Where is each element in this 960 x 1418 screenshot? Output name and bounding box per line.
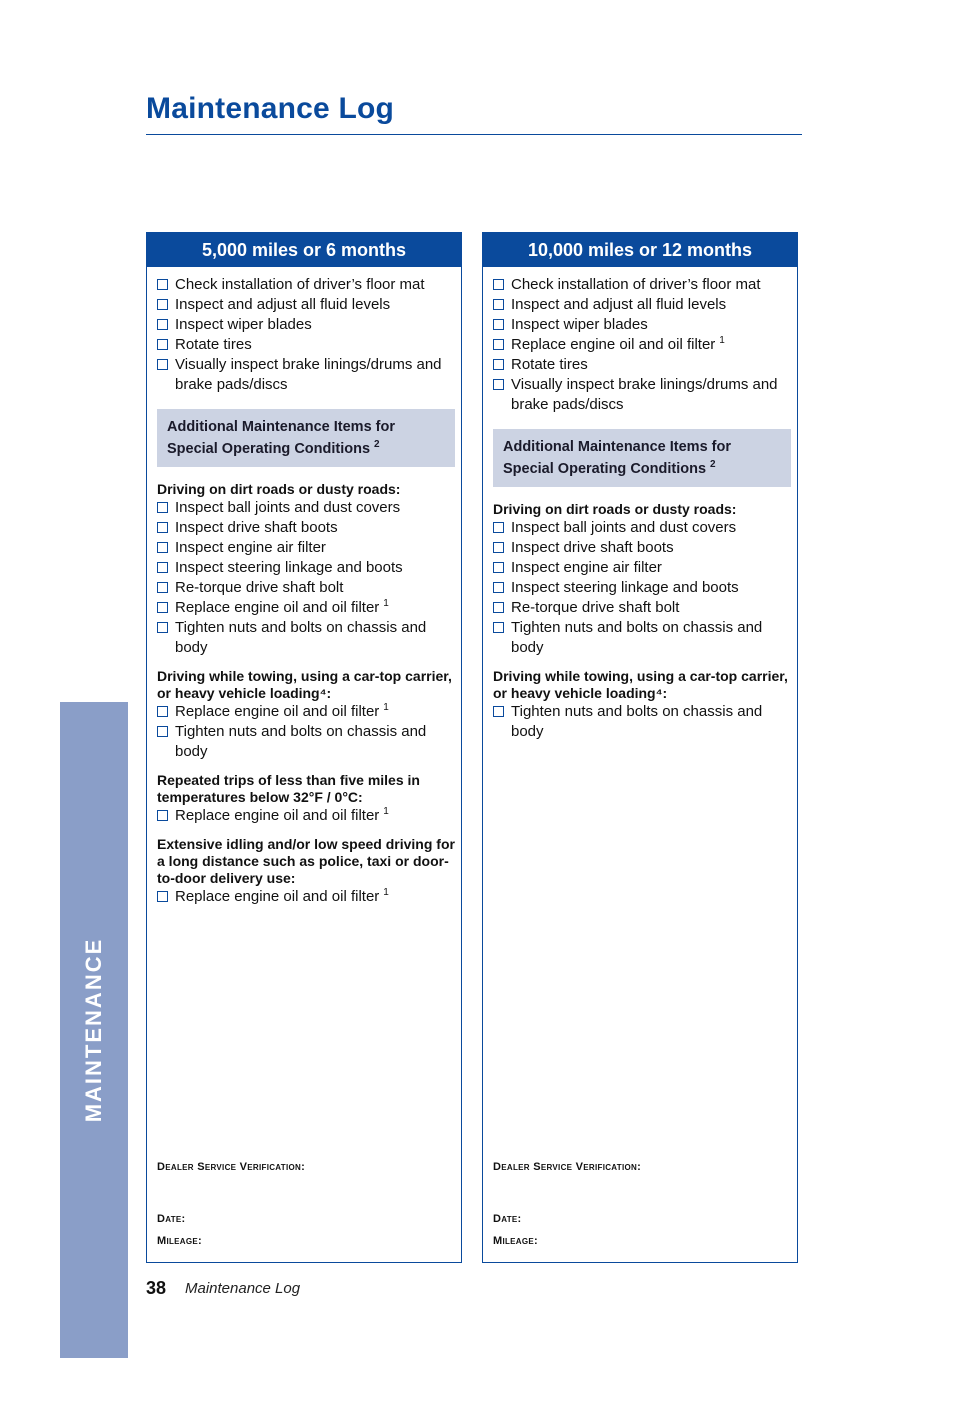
checklist-item[interactable]: Inspect ball joints and dust covers (493, 518, 791, 538)
checkbox-icon[interactable] (157, 622, 168, 633)
checklist-item[interactable]: Inspect and adjust all fluid levels (157, 295, 455, 315)
condition-title: Driving while towing, using a car-top carrier, or heavy vehicle loading⁴: (157, 668, 452, 701)
checkbox-icon[interactable] (493, 319, 504, 330)
checkbox-icon[interactable] (493, 279, 504, 290)
checkbox-icon[interactable] (157, 279, 168, 290)
condition-title: Driving while towing, using a car-top carrier, or heavy vehicle loading⁴: (493, 668, 788, 701)
checkbox-icon[interactable] (157, 891, 168, 902)
checkbox-icon[interactable] (157, 726, 168, 737)
checklist-item[interactable]: Replace engine oil and oil filter $^1$ (157, 702, 455, 722)
checkbox-icon[interactable] (493, 522, 504, 533)
checkbox-icon[interactable] (157, 502, 168, 513)
checkbox-icon[interactable] (157, 339, 168, 350)
condition-title: Driving on dirt roads or dusty roads: (157, 481, 401, 497)
dealer-verification-label: Dealer Service Verification: (157, 1161, 306, 1173)
checklist-item[interactable]: Tighten nuts and bolts on chassis and body (493, 702, 791, 742)
section-side-label: MAINTENANCE (81, 937, 106, 1123)
column-header: 10,000 miles or 12 months (483, 233, 797, 267)
column-body (147, 267, 461, 907)
mileage-label: Mileage: (157, 1235, 203, 1247)
checklist-item[interactable]: Re-torque drive shaft bolt (157, 578, 455, 598)
checklist-item[interactable]: Inspect wiper blades (493, 315, 791, 335)
checklist-item[interactable]: Replace engine oil and oil filter $^1$ (157, 806, 455, 826)
checkbox-icon[interactable] (157, 522, 168, 533)
checklist-item[interactable]: Rotate tires (157, 335, 455, 355)
checkbox-icon[interactable] (157, 319, 168, 330)
checklist-item[interactable]: Visually inspect brake linings/drums and brake pads/discs (493, 375, 791, 415)
date-label: Date: (157, 1213, 186, 1225)
checkbox-icon[interactable] (493, 299, 504, 310)
title-divider (146, 134, 802, 135)
checklist-item[interactable]: Re-torque drive shaft bolt (493, 598, 791, 618)
mileage-label: Mileage: (493, 1235, 539, 1247)
checklist-item[interactable]: Replace engine oil and oil filter $^1$ (157, 887, 455, 907)
standard-items (493, 275, 791, 415)
dealer-verification-label: Dealer Service Verification: (493, 1161, 642, 1173)
checklist-item[interactable]: Check installation of driver’s floor mat (493, 275, 791, 295)
date-label: Date: (493, 1213, 522, 1225)
checklist-item[interactable]: Inspect steering linkage and boots (493, 578, 791, 598)
checklist-item[interactable]: Inspect steering linkage and boots (157, 558, 455, 578)
checkbox-icon[interactable] (157, 562, 168, 573)
checkbox-icon[interactable] (157, 810, 168, 821)
checklist-item[interactable]: Tighten nuts and bolts on chassis and body (493, 618, 791, 658)
checklist-item[interactable]: Inspect engine air filter (493, 558, 791, 578)
checkbox-icon[interactable] (493, 706, 504, 717)
checklist-item[interactable]: Tighten nuts and bolts on chassis and body (157, 618, 455, 658)
checklist-item[interactable]: Inspect and adjust all fluid levels (493, 295, 791, 315)
checkbox-icon[interactable] (493, 622, 504, 633)
condition-title: Extensive idling and/or low speed driving for a long distance such as police, taxi or door-to-door delivery use: (157, 836, 455, 886)
checklist-item[interactable]: Inspect drive shaft boots (157, 518, 455, 538)
checkbox-icon[interactable] (157, 359, 168, 370)
additional-items-heading: Additional Maintenance Items for Special Operating Conditions $^2$ (493, 429, 791, 487)
checkbox-icon[interactable] (493, 542, 504, 553)
standard-items (157, 275, 455, 395)
checkbox-icon[interactable] (493, 602, 504, 613)
checklist-item[interactable]: Check installation of driver’s floor mat (157, 275, 455, 295)
service-column-10000 (482, 232, 798, 1263)
checklist-item[interactable]: Inspect wiper blades (157, 315, 455, 335)
page-title: Maintenance Log (146, 92, 395, 125)
footer-section-label: Maintenance Log (185, 1280, 301, 1297)
checkbox-icon[interactable] (493, 359, 504, 370)
checklist-item[interactable]: Inspect drive shaft boots (493, 538, 791, 558)
checkbox-icon[interactable] (157, 542, 168, 553)
checkbox-icon[interactable] (157, 582, 168, 593)
column-body (483, 267, 797, 742)
checkbox-icon[interactable] (493, 379, 504, 390)
checkbox-icon[interactable] (493, 582, 504, 593)
condition-title: Driving on dirt roads or dusty roads: (493, 501, 737, 517)
checklist-item[interactable]: Tighten nuts and bolts on chassis and body (157, 722, 455, 762)
checklist-item[interactable]: Visually inspect brake linings/drums and brake pads/discs (157, 355, 455, 395)
checkbox-icon[interactable] (493, 562, 504, 573)
checklist-item[interactable]: Replace engine oil and oil filter $^1$ (157, 598, 455, 618)
page-number: 38 (146, 1278, 167, 1298)
condition-title: Repeated trips of less than five miles in temperatures below 32°F / 0°C: (157, 772, 420, 805)
column-header: 5,000 miles or 6 months (147, 233, 461, 267)
additional-items-heading: Additional Maintenance Items for Special Operating Conditions $^2$ (157, 409, 455, 467)
checkbox-icon[interactable] (493, 339, 504, 350)
checklist-item[interactable]: Inspect ball joints and dust covers (157, 498, 455, 518)
checklist-item[interactable]: Inspect engine air filter (157, 538, 455, 558)
checklist-item[interactable]: Replace engine oil and oil filter $^1$ (493, 335, 791, 355)
checkbox-icon[interactable] (157, 706, 168, 717)
checkbox-icon[interactable] (157, 299, 168, 310)
checkbox-icon[interactable] (157, 602, 168, 613)
service-column-5000 (146, 232, 462, 1263)
checklist-item[interactable]: Rotate tires (493, 355, 791, 375)
